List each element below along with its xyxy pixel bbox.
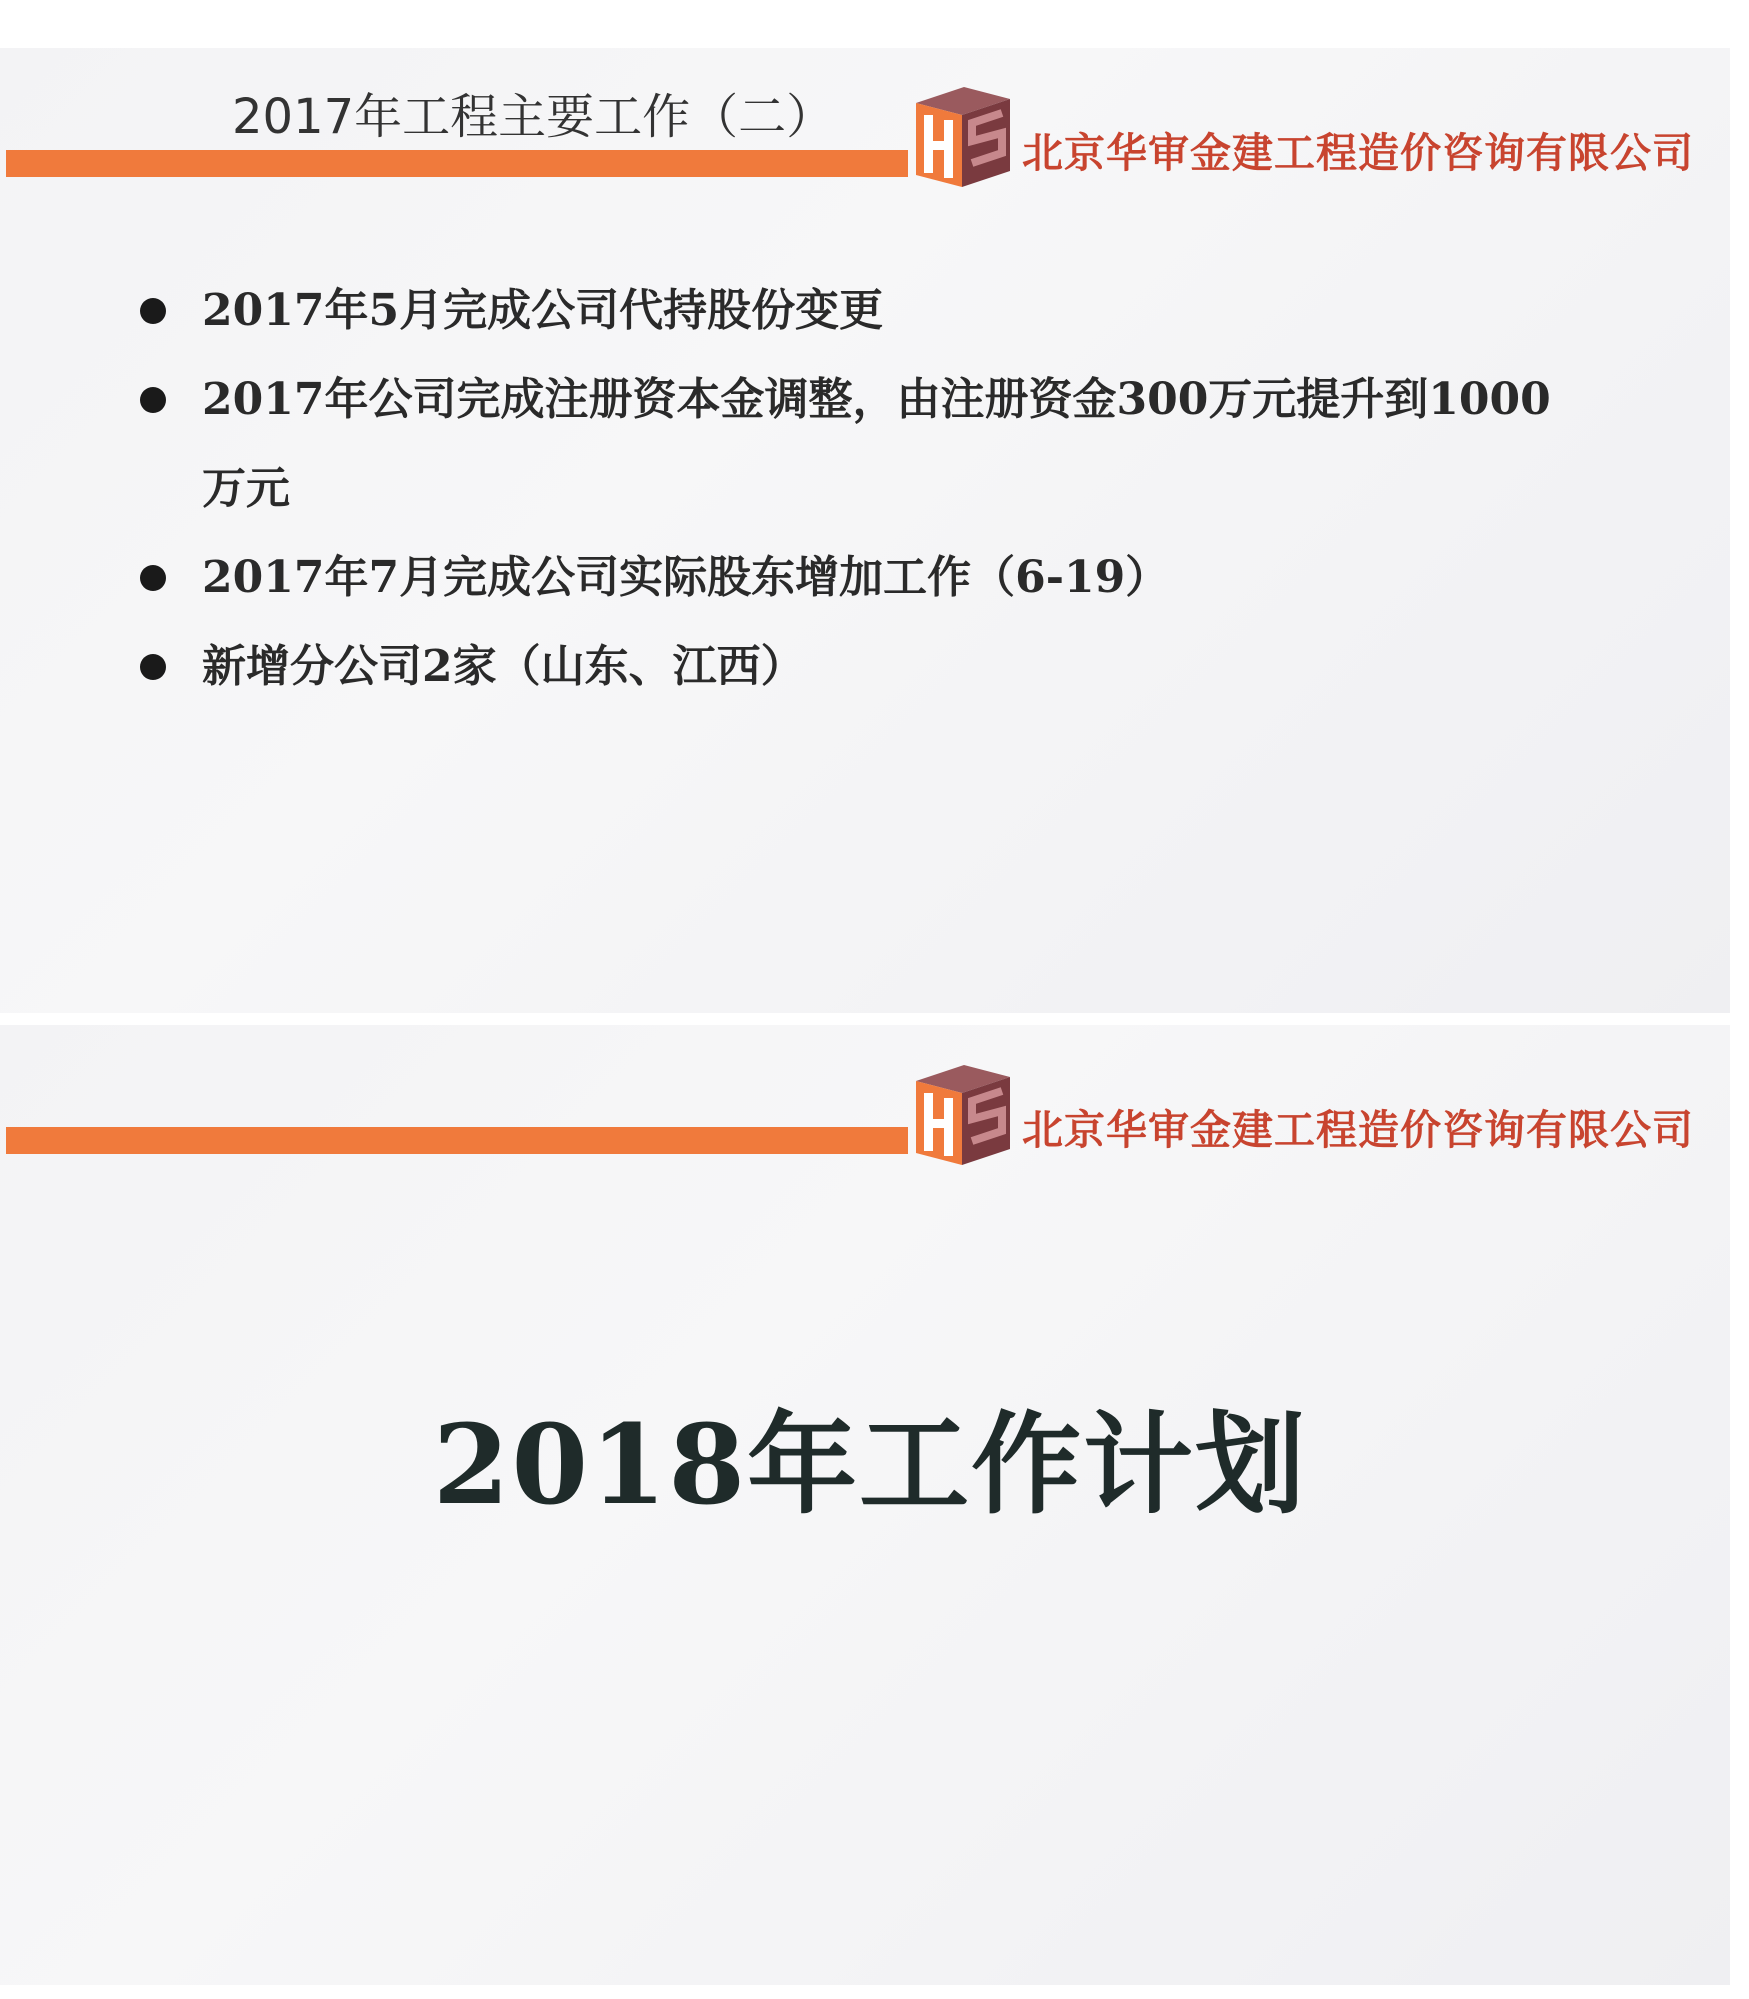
bullet-icon (140, 387, 166, 413)
hs-logo-icon (906, 85, 1016, 189)
list-item (140, 266, 1560, 355)
work-items-list (140, 266, 1560, 711)
bullet-icon (140, 298, 166, 324)
slide-2 (0, 1025, 1730, 1985)
list-item-text: 2017年5月完成公司代持股份变更 (202, 285, 884, 336)
list-item-text: 2017年7月完成公司实际股东增加工作（6-19） (202, 552, 1170, 603)
list-item-text: 2017年公司完成注册资本金调整，由注册资金300万元提升到1000万元 (202, 374, 1551, 514)
list-item (140, 355, 1560, 533)
slide-title: 2017年工程主要工作（二） (232, 89, 835, 145)
hs-logo-icon (906, 1063, 1016, 1167)
company-name: 北京华审金建工程造价咨询有限公司 (1022, 129, 1694, 177)
bullet-icon (140, 654, 166, 680)
header-accent-bar (6, 1127, 908, 1154)
list-item (140, 622, 1560, 711)
bullet-icon (140, 565, 166, 591)
list-item-text: 新增分公司2家（山东、江西） (202, 641, 805, 692)
slide-1 (0, 48, 1730, 1013)
company-name: 北京华审金建工程造价咨询有限公司 (1022, 1106, 1694, 1154)
header-accent-bar (6, 150, 908, 177)
plan-title: 2018年工作计划 (432, 1400, 1308, 1529)
list-item (140, 533, 1560, 622)
